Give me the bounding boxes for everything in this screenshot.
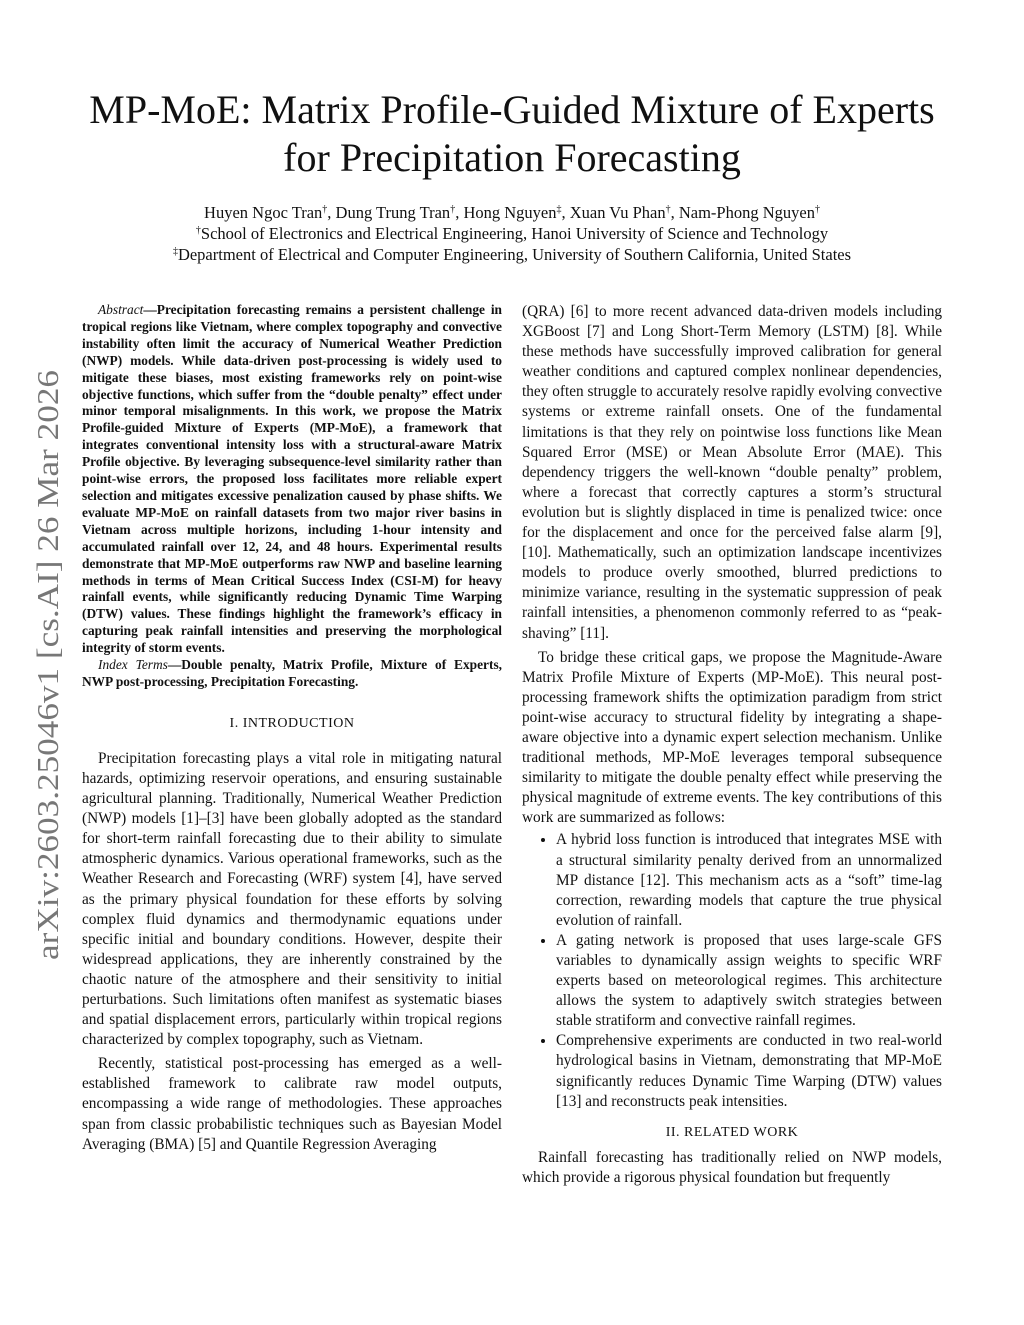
arxiv-identifier: arXiv:2603.25046v1 [cs.AI] 26 Mar 2026: [30, 439, 65, 960]
index-terms-text: —Double penalty, Matrix Profile, Mixture of Experts, NWP post-processing, Precipitation Forecasting.: [82, 657, 503, 689]
author-names: Huyen Ngoc Tran†, Dung Trung Tran†, Hong Nguyen‡, Xuan Vu Phan†, Nam-Phong Nguyen†: [204, 203, 820, 222]
affiliation-text: Department of Electrical and Computer Engineering, University of Southern California, United States: [177, 245, 852, 264]
section-heading-related-work: II. RELATED WORK: [665, 1124, 799, 1140]
arxiv-side-stamp: [14, 370, 74, 970]
index-terms: [82, 657, 502, 691]
intro-paragraph: To bridge these critical gaps, we propose the Magnitude-Aware Matrix Profile Mixture of Experts (MP-MoE). This neural post-processing framework shifts the optimization paradigm from strict point-wise accuracy to structural fidelity by integrating a shape-aware objective into a dynamic expert selection mechanism. Unlike traditional methods, MP-MoE leverages temporal subsequence similarity to mitigate the double penalty effect while preserving the physical magnitude of extreme events. The key contributions of this work are summarized as follows:: [522, 648, 942, 827]
affiliation-mark: †: [195, 225, 201, 236]
author-mark: †: [665, 204, 671, 215]
author-name: Xuan Vu Phan: [569, 203, 666, 222]
contribution-item: • A gating network is proposed that uses large-scale GFS variables to dynamically assign weights to specific WRF experts based on meteorological regimes. This architecture allows the system to adaptively switch strategies between stable stratiform and convective rainfall regimes.: [556, 931, 942, 1031]
author-name: Dung Trung Tran: [335, 203, 451, 222]
title-line-1: MP-MoE: Matrix Profile-Guided Mixture of Experts: [89, 87, 935, 132]
author-mark: †: [322, 204, 328, 215]
author-block: [40, 202, 984, 265]
affiliation: [40, 223, 984, 244]
intro-paragraph: Precipitation forecasting plays a vital role in mitigating natural hazards, optimizing reservoir operations, and ensuring sustainable agricultural planning. Traditionally, Numerical Weather Prediction (NWP) models [1]–[3] have been globally adopted as the standard for short-term rainfall forecasting due to their ability to simulate atmospheric dynamics. Various operational frameworks, such as the Weather Research and Forecasting (WRF) system [4], have served as the primary physical foundation for these efforts by solving complex fluid dynamics and thermodynamic equations under specific initial and boundary conditions. However, despite their widespread applications, they are inherently constrained by the chaotic nature of the atmosphere and their sensitivity to initial perturbations. Such limitations often manifest as systematic biases and spatial displacement errors, particularly within tropical regions characterized by complex topography, such as Vietnam.: [82, 749, 502, 1049]
abstract: [82, 302, 502, 657]
affiliation: [40, 244, 984, 265]
contribution-item: • Comprehensive experiments are conducted in two real-world hydrological basins in Vietnam, demonstrating that MP-MoE significantly reduces Dynamic Time Warping (DTW) values [13] and reconstructs peak intensities.: [556, 1031, 942, 1111]
intro-paragraph: Recently, statistical post-processing has emerged as a well-established framework to calibrate raw model outputs, encompassing a wide range of methodologies. These approaches span from classic probabilistic techniques such as Bayesian Model Averaging (BMA) [5] and Quantile Regression Averaging: [82, 1055, 502, 1153]
contribution-item: • A hybrid loss function is introduced that integrates MSE with a structural similarity penalty derived from an unnormalized MP distance [12]. This mechanism acts as a “soft” time-lag correction, rewarding models that capture the true physical evolution of rainfall.: [556, 830, 942, 930]
index-terms-lead: Index Terms: [98, 657, 168, 673]
intro-paragraph-continued: (QRA) [6] to more recent advanced data-driven models including XGBoost [7] and Long Short-Term Memory (LSTM) [8]. While these methods have successfully improved calibration for general weather conditions and captured complex nonlinear dependencies, they often struggle to accurately resolve rapidly evolving convective systems or extreme rainfall onsets. One of the fundamental limitations is that they rely on pointwise loss functions like Mean Squared Error (MSE) or Mean Absolute Error (MAE). This dependency triggers the well-known “double penalty” problem, where a forecast that correctly captures a storm’s structural evolution but is slightly displaced in time is penalized twice: once for the displacement and once for the perceived false alarm [9], [10]. Mathematically, such an optimization landscape incentivizes models to produce overly smoothed, blurred predictions to minimize variance, resulting in the systematic suppression of peak rainfall intensities, a phenomenon commonly referred to as “peak-shaving” [11].: [522, 303, 942, 642]
author-name: Huyen Ngoc Tran: [204, 203, 323, 222]
title-line-2: for Precipitation Forecasting: [283, 135, 741, 180]
author-mark: ‡: [556, 204, 562, 215]
author-mark: †: [450, 204, 456, 215]
author-name: Nam-Phong Nguyen: [678, 203, 815, 222]
author-mark: †: [814, 204, 820, 215]
abstract-text: —Precipitation forecasting remains a persistent challenge in tropical regions like Vietnam, where complex topography and convective instability often limit the accuracy of Numerical Weather Prediction (NWP) models. While data-driven post-processing is widely used to mitigate these biases, most existing frameworks rely on point-wise objective functions, which suffer from the “double penalty” effect under minor temporal misalignments. In this work, we propose the Matrix Profile-guided Mixture of Experts (MP-MoE), a framework that integrates conventional intensity loss with a structural-aware Matrix Profile objective. By leveraging subsequence-level similarity rather than point-wise errors, the proposed loss facilitates more reliable expert selection and mitigates excessive penalization caused by phase shifts. We evaluate MP-MoE on rainfall datasets from two major river basins in Vietnam across multiple horizons, including 1-hour intensity and accumulated rainfall over 12, 24, and 48 hours. Experimental results demonstrate that MP-MoE outperforms raw NWP and baseline learning methods in terms of Mean Critical Success Index (CSI-M) for heavy rainfall events, while significantly reducing Dynamic Time Warping (DTW) values. These findings highlight the framework’s efficacy in capturing peak rainfall intensities and preserving the morphological integrity of storm events.: [82, 302, 502, 656]
affiliation-text: School of Electronics and Electrical Engineering, Hanoi University of Science and Technology: [200, 224, 829, 243]
abstract-lead: Abstract: [98, 302, 144, 317]
paper-title: [40, 86, 984, 182]
right-column: [522, 302, 942, 1188]
contributions-list: [522, 830, 942, 1111]
related-work-paragraph: Rainfall forecasting has traditionally relied on NWP models, which provide a rigorous physical foundation but frequently: [522, 1148, 942, 1186]
section-heading-introduction: I. INTRODUCTION: [229, 715, 355, 731]
left-column: [82, 302, 502, 1155]
author-name: Hong Nguyen: [463, 203, 557, 222]
affiliation-mark: ‡: [172, 246, 178, 257]
